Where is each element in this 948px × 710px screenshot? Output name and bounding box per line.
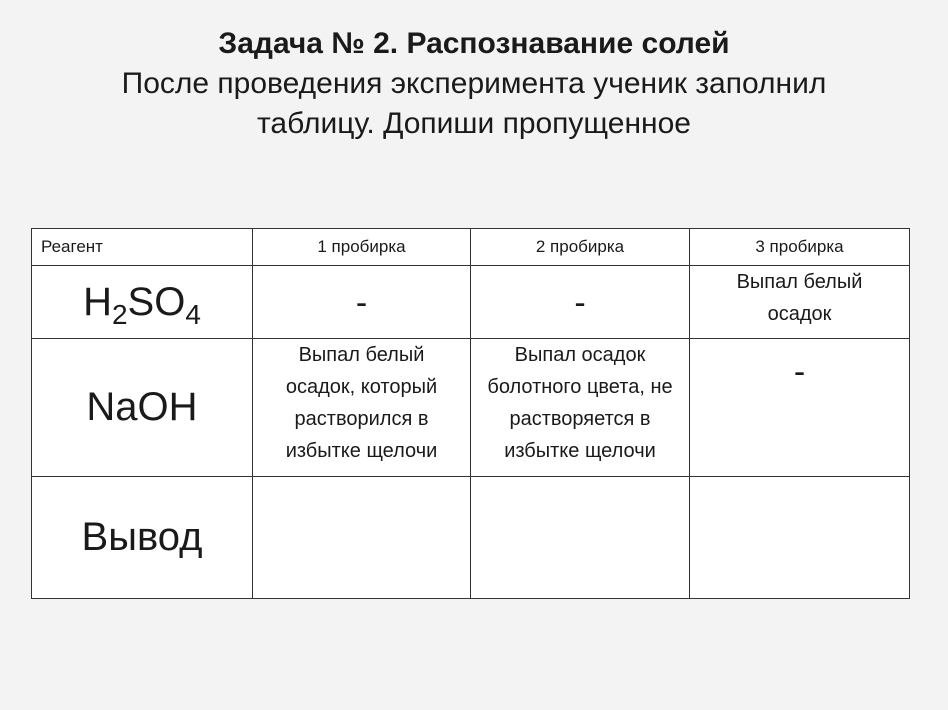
task-instruction-line-2: таблицу. Допиши пропущенное — [257, 107, 691, 140]
formula-sub-2: 2 — [111, 298, 128, 330]
table-row-naoh — [32, 339, 910, 477]
reagent-h2so4 — [32, 266, 253, 339]
task-title: Задача № 2. Распознавание солей — [218, 27, 730, 60]
h2so4-tube-2 — [471, 266, 690, 339]
h2so4-tube-2-text: - — [574, 284, 586, 322]
header-reagent: Реагент — [32, 229, 253, 266]
header-tube-3: 3 пробирка — [690, 229, 910, 266]
task-heading — [0, 24, 948, 144]
formula-h: H — [83, 279, 112, 324]
formula-sub-4: 4 — [185, 298, 201, 330]
naoh-tube-2-text: Выпал осадок болотного цвета, не растворяется в избытке щелочи — [487, 344, 673, 462]
naoh-tube-3-text: - — [793, 353, 806, 391]
formula-so: SO — [127, 279, 186, 324]
conclusion-tube-2[interactable] — [471, 477, 690, 599]
table-row-h2so4 — [32, 266, 910, 339]
conclusion-tube-1[interactable] — [253, 477, 471, 599]
reagent-conclusion: Вывод — [32, 477, 253, 599]
header-tube-1: 1 пробирка — [253, 229, 471, 266]
table-row-conclusion — [32, 477, 910, 599]
naoh-tube-1-text: Выпал белый осадок, который растворился в избытке щелочи — [285, 344, 438, 462]
results-table — [31, 228, 910, 599]
h2so4-tube-3-text: Выпал белый осадок — [736, 271, 863, 325]
header-tube-2: 2 пробирка — [471, 229, 690, 266]
conclusion-tube-3[interactable] — [690, 477, 910, 599]
task-instruction-line-1: После проведения эксперимента ученик заполнил — [121, 67, 827, 100]
h2so4-tube-3 — [690, 266, 910, 339]
naoh-tube-1 — [253, 339, 471, 477]
naoh-tube-2 — [471, 339, 690, 477]
table-header-row — [32, 229, 910, 266]
reagent-naoh: NaOH — [32, 339, 253, 477]
h2so4-tube-1-text: - — [355, 284, 368, 322]
h2so4-tube-1 — [253, 266, 471, 339]
naoh-tube-3 — [690, 339, 910, 477]
